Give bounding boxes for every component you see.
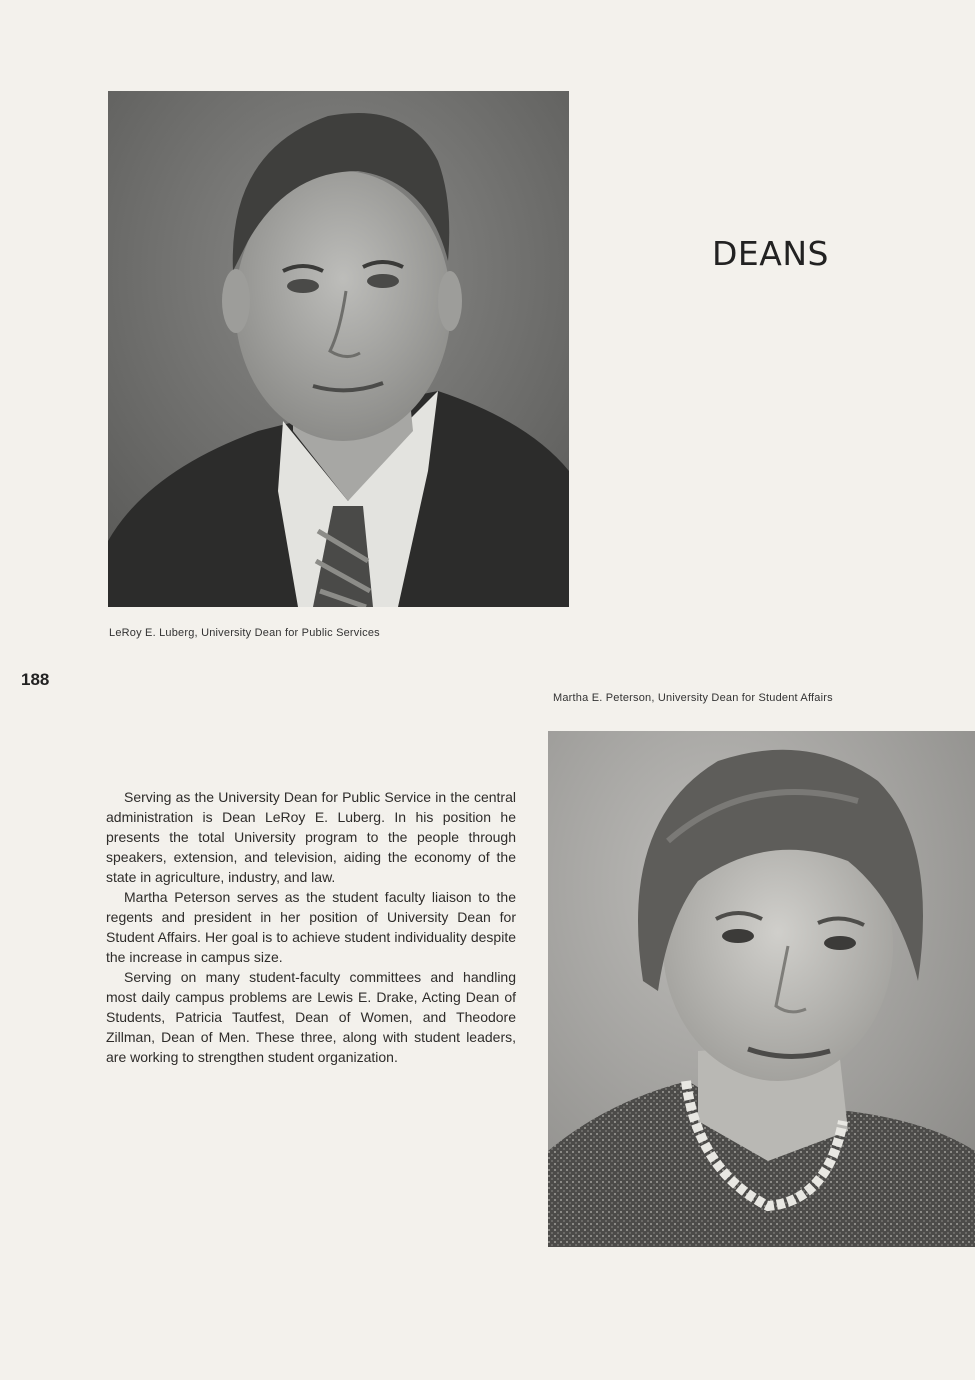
article-paragraph: Serving as the University Dean for Public Service in the central administration is Dean LeRoy E. Luberg. In his position he presents the total University program to the people through speakers, extension, and television, aiding the economy of the state in agriculture, industry, and law. (106, 789, 516, 885)
article-paragraph: Serving on many student-faculty committees and handling most daily campus problems are Lewis E. Drake, Acting Dean of Students, Patricia Tautfest, Dean of Women, and Theodore Zillman, Dean of Men. These three, along with student leaders, are working to strengthen student organization. (106, 969, 516, 1065)
article-paragraph: Martha Peterson serves as the student faculty liaison to the regents and president in her position of University Dean for Student Affairs. Her goal is to achieve student individuality despite the increase in campus size. (106, 889, 516, 965)
portrait-photo-peterson (548, 731, 975, 1247)
article-body (106, 787, 516, 1067)
portrait-caption-luberg: LeRoy E. Luberg, University Dean for Public Services (109, 627, 380, 639)
page-number: 188 (21, 670, 50, 689)
page-title: DEANS (712, 234, 829, 274)
portrait-photo-luberg (108, 91, 569, 607)
portrait-caption-peterson: Martha E. Peterson, University Dean for Student Affairs (553, 692, 833, 704)
